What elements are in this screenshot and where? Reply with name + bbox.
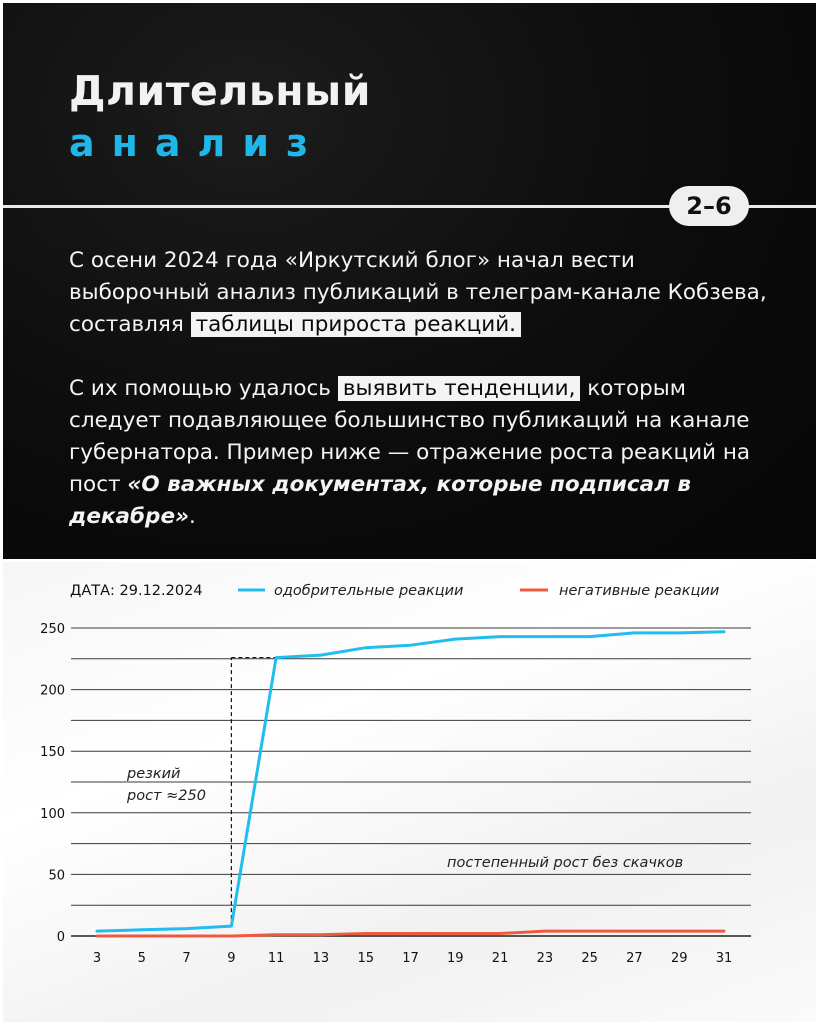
x-axis-ticks [93, 951, 732, 966]
y-tick-label: 0 [56, 930, 65, 945]
chart-panel [3, 562, 816, 1022]
legend-label-positive: одобрительные реакции [274, 583, 464, 599]
title-line-2: анализ [69, 121, 326, 165]
paragraph-1-text: С осени 2024 года «Иркутский блог» начал вести выборочный анализ публикаций в телеграм-канале Кобзева, составляя [69, 248, 767, 337]
x-tick-label: 27 [626, 951, 643, 966]
annotation-jump-line-1: резкий [127, 766, 181, 782]
legend-label-negative: негативные реакции [559, 583, 720, 599]
series-lines [97, 632, 724, 936]
x-tick-label: 19 [447, 951, 464, 966]
paragraph-2-end: . [189, 504, 196, 529]
x-tick-label: 9 [227, 951, 236, 966]
x-tick-label: 31 [715, 951, 733, 966]
annotation-jump-line-2: рост ≈250 [127, 788, 206, 804]
x-tick-label: 15 [357, 951, 374, 966]
paragraph-2-before: С их помощью удалось [69, 376, 338, 401]
x-tick-label: 11 [267, 951, 285, 966]
x-tick-label: 17 [402, 951, 419, 966]
paragraph-1-highlight: таблицы прироста реакций. [191, 312, 521, 337]
paragraph-1 [69, 245, 769, 341]
line-chart [3, 562, 816, 1022]
y-axis-ticks [40, 622, 65, 945]
post-title-quote: «О важных документах, которые подписал в декабре» [69, 472, 692, 529]
x-tick-label: 23 [536, 951, 554, 966]
chart-date-label: ДАТА: 29.12.2024 [70, 583, 203, 599]
y-tick-label: 250 [40, 622, 65, 637]
paragraph-2-highlight: выявить тенденции, [338, 376, 581, 401]
page-badge: 2–6 [669, 186, 749, 226]
paragraph-2-after: которым следует подавляющее большинство публикаций на канале губернатора. Пример ниже — отражение роста реакций на пост [69, 376, 751, 497]
series-line-negative [97, 931, 724, 936]
x-tick-label: 21 [491, 951, 509, 966]
y-tick-label: 100 [40, 806, 65, 822]
x-tick-label: 5 [137, 951, 146, 966]
header-panel [3, 3, 816, 559]
x-tick-label: 7 [182, 951, 191, 966]
y-tick-label: 150 [40, 745, 65, 761]
x-tick-label: 29 [670, 951, 688, 966]
series-line-positive [97, 632, 724, 931]
x-tick-label: 25 [581, 951, 598, 966]
y-tick-label: 200 [40, 683, 65, 699]
y-tick-label: 50 [48, 868, 65, 884]
annotation-gradual: постепенный рост без скачков [447, 855, 684, 871]
x-tick-label: 13 [312, 951, 330, 966]
paragraph-2 [69, 373, 769, 533]
title-line-1: Длительный [69, 67, 371, 115]
x-tick-label: 3 [92, 951, 102, 966]
grid-lines [71, 628, 751, 936]
